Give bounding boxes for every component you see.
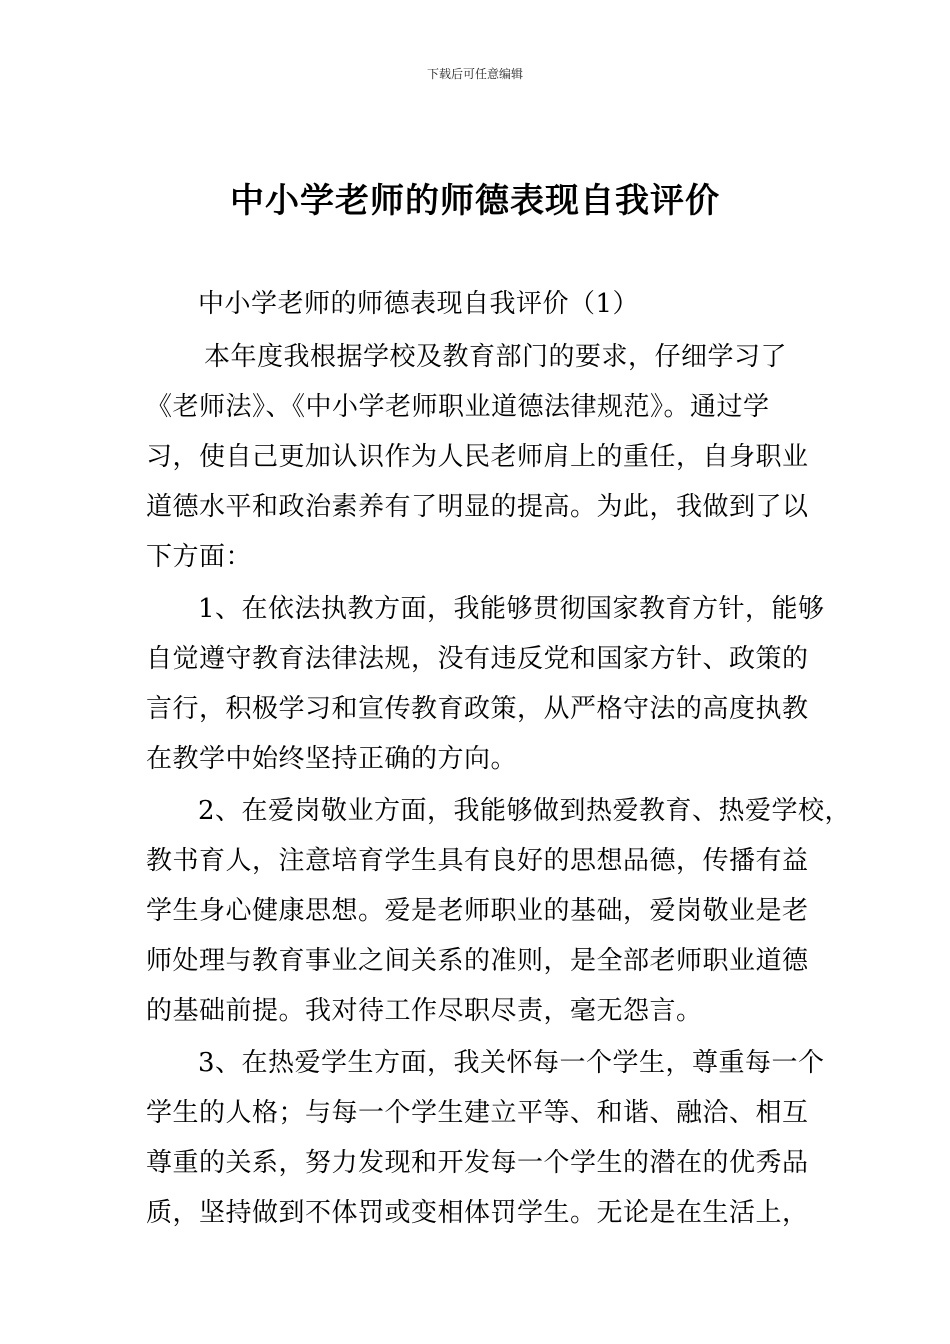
paragraph-line: 的基础前提。我对待工作尽职尽责，毫无怨言。 — [146, 996, 703, 1026]
section-subtitle: 中小学老师的师德表现自我评价（1） — [198, 289, 640, 319]
paragraph-line: 学生身心健康思想。爱是老师职业的基础，爱岗敬业是老 — [146, 896, 809, 926]
page-header-note: 下载后可任意编辑 — [426, 67, 523, 81]
paragraph-line: 在教学中始终坚持正确的方向。 — [146, 744, 518, 774]
paragraph-line: 教书育人，注意培育学生具有良好的思想品德，传播有益 — [146, 846, 809, 876]
paragraph-line: 习，使自己更加认识作为人民老师肩上的重任，自身职业 — [146, 442, 809, 472]
paragraph-line: 《老师法》、《中小学老师职业道德法律规范》。通过学 — [146, 392, 770, 422]
document-body — [146, 279, 852, 1238]
paragraph-line: 尊重的关系，努力发现和开发每一个学生的潜在的优秀品 — [146, 1148, 809, 1178]
paragraph-line: 言行，积极学习和宣传教育政策，从严格守法的高度执教 — [146, 694, 809, 724]
paragraph-line: 道德水平和政治素养有了明显的提高。为此，我做到了以 — [146, 492, 809, 522]
paragraph-line: 质，坚持做到不体罚或变相体罚学生。无论是在生活上， — [146, 1198, 809, 1228]
paragraph-line: 学生的人格；与每一个学生建立平等、和谐、融洽、相互 — [146, 1098, 809, 1128]
paragraph-line: 2、在爱岗敬业方面，我能够做到热爱教育、热爱学校， — [198, 796, 852, 826]
paragraph-intro — [146, 332, 816, 582]
paragraph-line: 3、在热爱学生方面，我关怀每一个学生，尊重每一个 — [198, 1048, 825, 1078]
paragraph-item-3 — [146, 1038, 825, 1238]
paragraph-item-1 — [146, 584, 825, 784]
paragraph-item-2 — [146, 786, 852, 1036]
paragraph-line: 本年度我根据学校及教育部门的要求，仔细学习了 — [204, 342, 788, 372]
paragraph-line: 师处理与教育事业之间关系的准则，是全部老师职业道德 — [146, 946, 809, 976]
paragraph-line: 1、在依法执教方面，我能够贯彻国家教育方针，能够 — [198, 594, 825, 624]
document-title: 中小学老师的师德表现自我评价 — [230, 181, 720, 221]
paragraph-line: 下方面： — [146, 542, 253, 572]
paragraph-line: 自觉遵守教育法律法规，没有违反党和国家方针、政策的 — [146, 644, 809, 674]
